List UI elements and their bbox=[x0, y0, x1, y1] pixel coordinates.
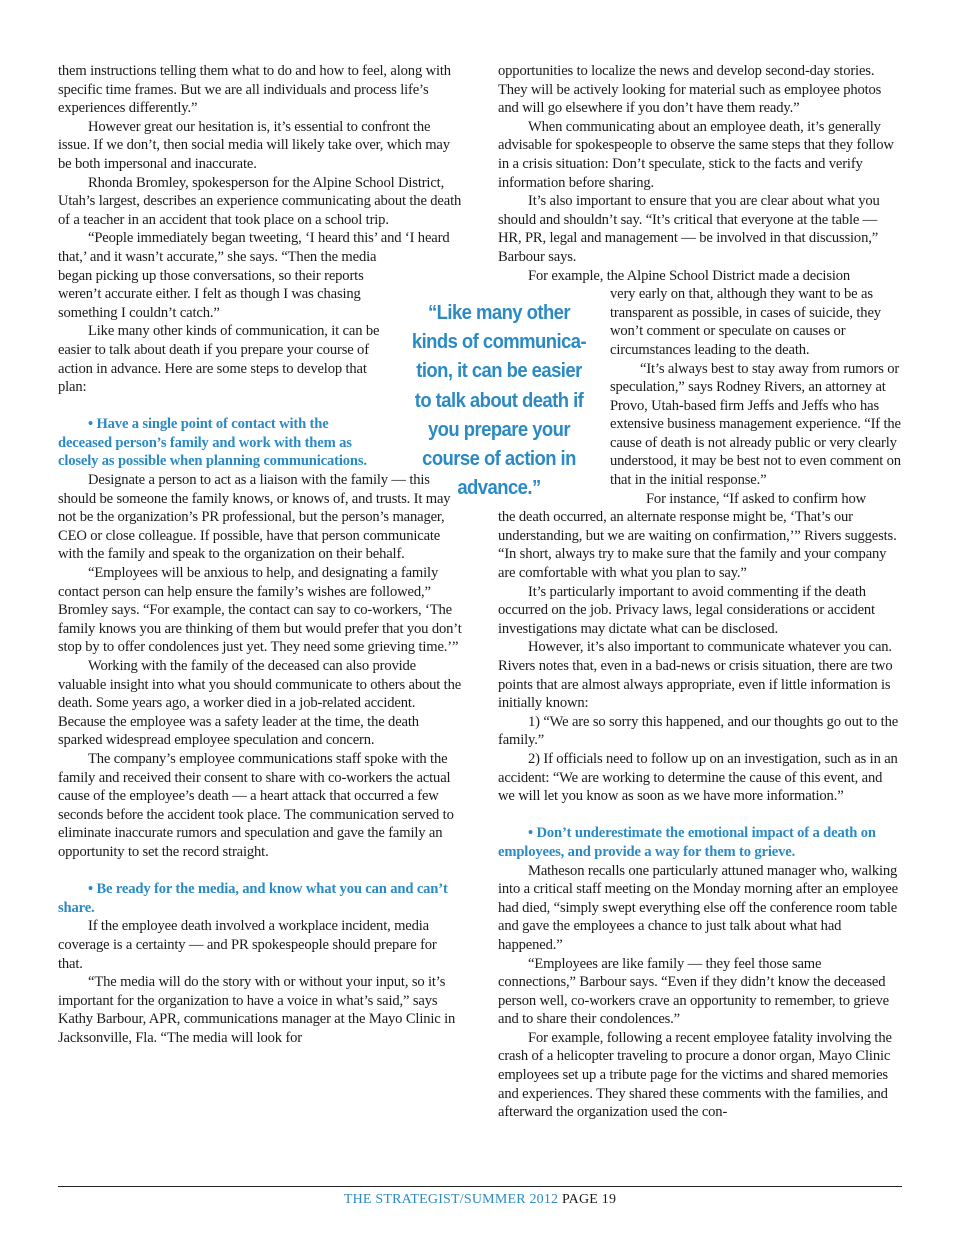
paragraph: However, it’s also important to communicate whatever you can. Rivers notes that, even in a bad-news or crisis situation, there are two points that are almost always appropriate, even if little information is initially known: bbox=[498, 639, 893, 712]
paragraph: Working with the family of the deceased can also provide valuable insight into what you should communicate to others about the death. Some years ago, a worker died in a job-related accident. Because the employee was a safety leader at the time, the death sparked widespread employee speculation and concern. bbox=[58, 658, 462, 749]
paragraph: “It’s always best to stay away from rumors or speculation,” says Rodney Rivers, an attorney at Provo, Utah-based firm Jeffs and Jeffs who has extensive business management experience. “If the cause of death is not already public or very clearly understood, it may be best not to even comment on that in the initial response.” bbox=[610, 360, 901, 489]
paragraph: For instance, “If asked to confirm how bbox=[645, 490, 867, 507]
paragraph: It’s also important to ensure that you are clear about what you should and shouldn’t say. “It’s critical that everyone at the table — HR, PR, legal and management — be involved in that discussion,” Barbour says. bbox=[498, 193, 880, 265]
paragraph: very early on that, although they want to be as transparent as possible, in cases of suicide, they won’t comment or speculate on causes or circumstances leading to the death. bbox=[610, 286, 881, 358]
paragraph: them instructions telling them what to do and how to feel, along with specific time frames. But we are all individuals and process life’s experiences differently.” bbox=[58, 63, 451, 117]
paragraph: Rhonda Bromley, spokesperson for the Alpine School District, Utah’s largest, describes an experience communicating about the death of a teacher in an accident that took place on a school trip. bbox=[58, 174, 462, 228]
paragraph: Like many other kinds of communication, it can be easier to talk about death if you prepare your course of action in advance. Here are some steps to develop that plan: bbox=[58, 323, 380, 396]
paragraph: 1) “We are so sorry this happened, and our thoughts go out to the family.” bbox=[498, 713, 899, 749]
paragraph: Matheson recalls one particularly attuned manager who, walking into a critical staff meeting on the Monday morning after an employee had died, “simply swept everything else off the conference room table and gave the employees a chance to just talk about what had happened.” bbox=[498, 862, 898, 953]
paragraph: the death occurred, an alternate response might be, ‘That’s our understanding, but we are waiting on confirmation,’” Rivers suggests. “In short, always try to make sure that the family and your company are comfortable with what you plan to say.” bbox=[498, 509, 897, 582]
paragraph: “Employees will be anxious to help, and designating a family contact person can help ensure the family’s wishes are followed,” Bromley says. “For example, the contact can say to co-workers, ‘The family knows you are thinking of them but would prefer that you don’t stop by to offer condolences just yet. They need some grieving time.’” bbox=[58, 565, 462, 656]
section-heading: • Don’t underestimate the emotional impact of a death on employees, and provide a way for them to grieve. bbox=[498, 825, 876, 860]
paragraph: If the employee death involved a workplace incident, media coverage is a certainty — and PR spokespeople should prepare for that. bbox=[58, 918, 437, 972]
section-heading: • Be ready for the media, and know what you can and can’t share. bbox=[58, 881, 448, 916]
section-heading: • Have a single point of contact with the deceased person’s family and work with them as closely as possible when planning communications. bbox=[58, 416, 367, 470]
publication-name: THE STRATEGIST/SUMMER 2012 bbox=[343, 1192, 559, 1207]
paragraph: For example, the Alpine School District made a decision bbox=[528, 267, 851, 284]
paragraph: It’s particularly important to avoid commenting if the death occurred on the job. Privacy laws, legal considerations or accident investigations may dictate what can be disclosed. bbox=[498, 583, 875, 637]
page-number: PAGE 19 bbox=[561, 1192, 617, 1207]
left-column bbox=[58, 62, 462, 1047]
paragraph: However great our hesitation is, it’s essential to confront the issue. If we don’t, then social media will likely take over, which may be both impersonal and inaccurate. bbox=[58, 118, 450, 172]
footer-divider bbox=[58, 1186, 902, 1187]
page-footer bbox=[0, 1192, 960, 1208]
paragraph: began picking up those conversations, so their reports weren’t accurate either. I felt as though I was chasing something I couldn’t catch.” bbox=[58, 267, 364, 321]
paragraph: “People immediately began tweeting, ‘I heard this’ and ‘I heard that,’ and it wasn’t accurate,” she says. “Then the media bbox=[58, 230, 450, 265]
paragraph: For example, following a recent employee fatality involving the crash of a helicopter traveling to procure a donor organ, Mayo Clinic employees set up a tribute page for the victims and shared memories and experiences. They shared these comments with the families, and afterward the organization used the con- bbox=[498, 1029, 892, 1121]
paragraph: Designate a person to act as a liaison with the family — this should be someone the family knows, or knows of, and trusts. It may not be the organization’s PR professional, but the person’s manager, CEO or close colleague. If possible, have that person communicate with the family and speak to the organization on their behalf. bbox=[58, 472, 451, 563]
paragraph: The company’s employee communications staff spoke with the family and received their consent to share with co-workers the actual cause of the employee’s death — a heart attack that occurred a few seconds before the accident took place. The communication served to eliminate inaccurate rumors and speculation and gave the family an opportunity to set the record straight. bbox=[58, 750, 454, 860]
right-column bbox=[498, 62, 902, 1122]
paragraph: “The media will do the story with or without your input, so it’s important for the organization to have a voice in what’s said,” says Kathy Barbour, APR, communications manager at the Mayo Clinic in Jacksonville, Fla. “The media will look for bbox=[58, 974, 456, 1046]
paragraph: When communicating about an employee death, it’s generally advisable for spokespeople to observe the same steps that they follow in a crisis situation: Don’t speculate, stick to the facts and verify information before sharing. bbox=[498, 118, 894, 191]
paragraph: 2) If officials need to follow up on an investigation, such as in an accident: “We are working to determine the cause of this event, and we will let you know as soon as we have more information.” bbox=[498, 750, 898, 805]
pull-quote: “Like many other kinds of communica-tion, it can be easier to talk about death if you prepare your course of action in advance.” bbox=[411, 301, 587, 500]
paragraph: “Employees are like family — they feel those same connections,” Barbour says. “Even if they didn’t know the deceased person well, co-workers crave an opportunity to remember, to grieve and to share their condolences.” bbox=[498, 955, 889, 1028]
paragraph: opportunities to localize the news and develop second-day stories. They will be actively looking for material such as employee photos and will go elsewhere if you don’t have them ready.” bbox=[498, 63, 882, 117]
